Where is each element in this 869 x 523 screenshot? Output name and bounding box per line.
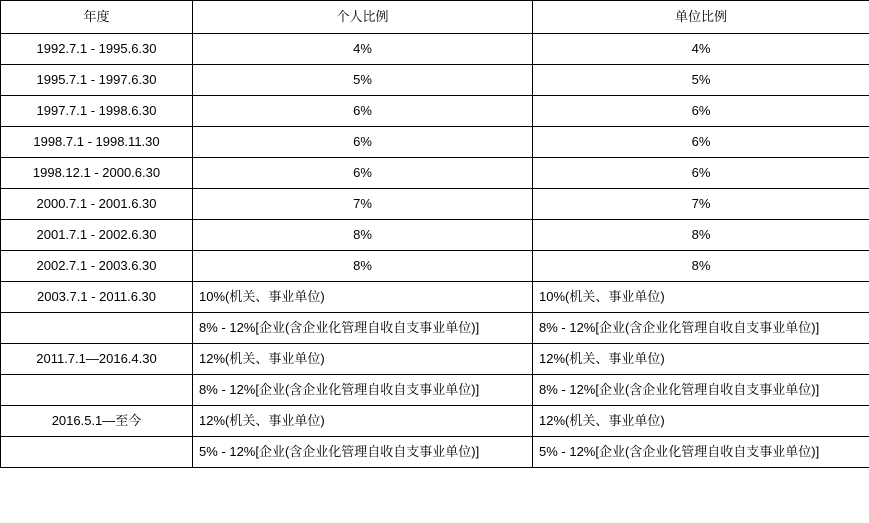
table-row — [1, 437, 869, 468]
cell-year: 2002.7.1 - 2003.6.30 — [1, 251, 193, 282]
cell-year: 1992.7.1 - 1995.6.30 — [1, 34, 193, 65]
cell-personal-ratio: 12%(机关、事业单位) — [193, 344, 533, 375]
table-row — [1, 220, 869, 251]
table-row — [1, 251, 869, 282]
cell-year — [1, 375, 193, 406]
column-header-year: 年度 — [1, 1, 193, 34]
table-header-row — [1, 1, 869, 34]
table-row — [1, 282, 869, 313]
table-row — [1, 65, 869, 96]
cell-year: 2001.7.1 - 2002.6.30 — [1, 220, 193, 251]
cell-unit-ratio: 12%(机关、事业单位) — [533, 406, 869, 437]
cell-personal-ratio: 6% — [193, 127, 533, 158]
cell-personal-ratio: 8% - 12%[企业(含企业化管理自收自支事业单位)] — [193, 313, 533, 344]
cell-personal-ratio: 6% — [193, 158, 533, 189]
cell-unit-ratio: 8% - 12%[企业(含企业化管理自收自支事业单位)] — [533, 375, 869, 406]
cell-personal-ratio: 5% - 12%[企业(含企业化管理自收自支事业单位)] — [193, 437, 533, 468]
cell-unit-ratio: 6% — [533, 158, 869, 189]
cell-unit-ratio: 10%(机关、事业单位) — [533, 282, 869, 313]
cell-personal-ratio: 8% — [193, 251, 533, 282]
cell-personal-ratio: 8% — [193, 220, 533, 251]
table-row — [1, 189, 869, 220]
table-row — [1, 127, 869, 158]
cell-unit-ratio: 12%(机关、事业单位) — [533, 344, 869, 375]
table-row — [1, 344, 869, 375]
cell-year — [1, 313, 193, 344]
cell-unit-ratio: 7% — [533, 189, 869, 220]
cell-year: 1997.7.1 - 1998.6.30 — [1, 96, 193, 127]
table-row — [1, 96, 869, 127]
table-body — [1, 1, 869, 468]
cell-year: 2016.5.1—至今 — [1, 406, 193, 437]
cell-year: 1998.7.1 - 1998.11.30 — [1, 127, 193, 158]
cell-year: 2000.7.1 - 2001.6.30 — [1, 189, 193, 220]
table-row — [1, 406, 869, 437]
cell-unit-ratio: 8% — [533, 220, 869, 251]
cell-year — [1, 437, 193, 468]
cell-personal-ratio: 10%(机关、事业单位) — [193, 282, 533, 313]
cell-personal-ratio: 6% — [193, 96, 533, 127]
cell-year: 1995.7.1 - 1997.6.30 — [1, 65, 193, 96]
cell-personal-ratio: 12%(机关、事业单位) — [193, 406, 533, 437]
cell-personal-ratio: 8% - 12%[企业(含企业化管理自收自支事业单位)] — [193, 375, 533, 406]
cell-unit-ratio: 5% — [533, 65, 869, 96]
cell-unit-ratio: 4% — [533, 34, 869, 65]
cell-year: 2003.7.1 - 2011.6.30 — [1, 282, 193, 313]
cell-year: 1998.12.1 - 2000.6.30 — [1, 158, 193, 189]
table-row — [1, 34, 869, 65]
cell-personal-ratio: 5% — [193, 65, 533, 96]
column-header-personal-ratio: 个人比例 — [193, 1, 533, 34]
cell-year: 2011.7.1—2016.4.30 — [1, 344, 193, 375]
cell-personal-ratio: 7% — [193, 189, 533, 220]
cell-unit-ratio: 8% — [533, 251, 869, 282]
cell-unit-ratio: 6% — [533, 127, 869, 158]
table-row — [1, 313, 869, 344]
table-row — [1, 375, 869, 406]
cell-unit-ratio: 6% — [533, 96, 869, 127]
column-header-unit-ratio: 单位比例 — [533, 1, 869, 34]
cell-unit-ratio: 5% - 12%[企业(含企业化管理自收自支事业单位)] — [533, 437, 869, 468]
cell-personal-ratio: 4% — [193, 34, 533, 65]
cell-unit-ratio: 8% - 12%[企业(含企业化管理自收自支事业单位)] — [533, 313, 869, 344]
table-row — [1, 158, 869, 189]
